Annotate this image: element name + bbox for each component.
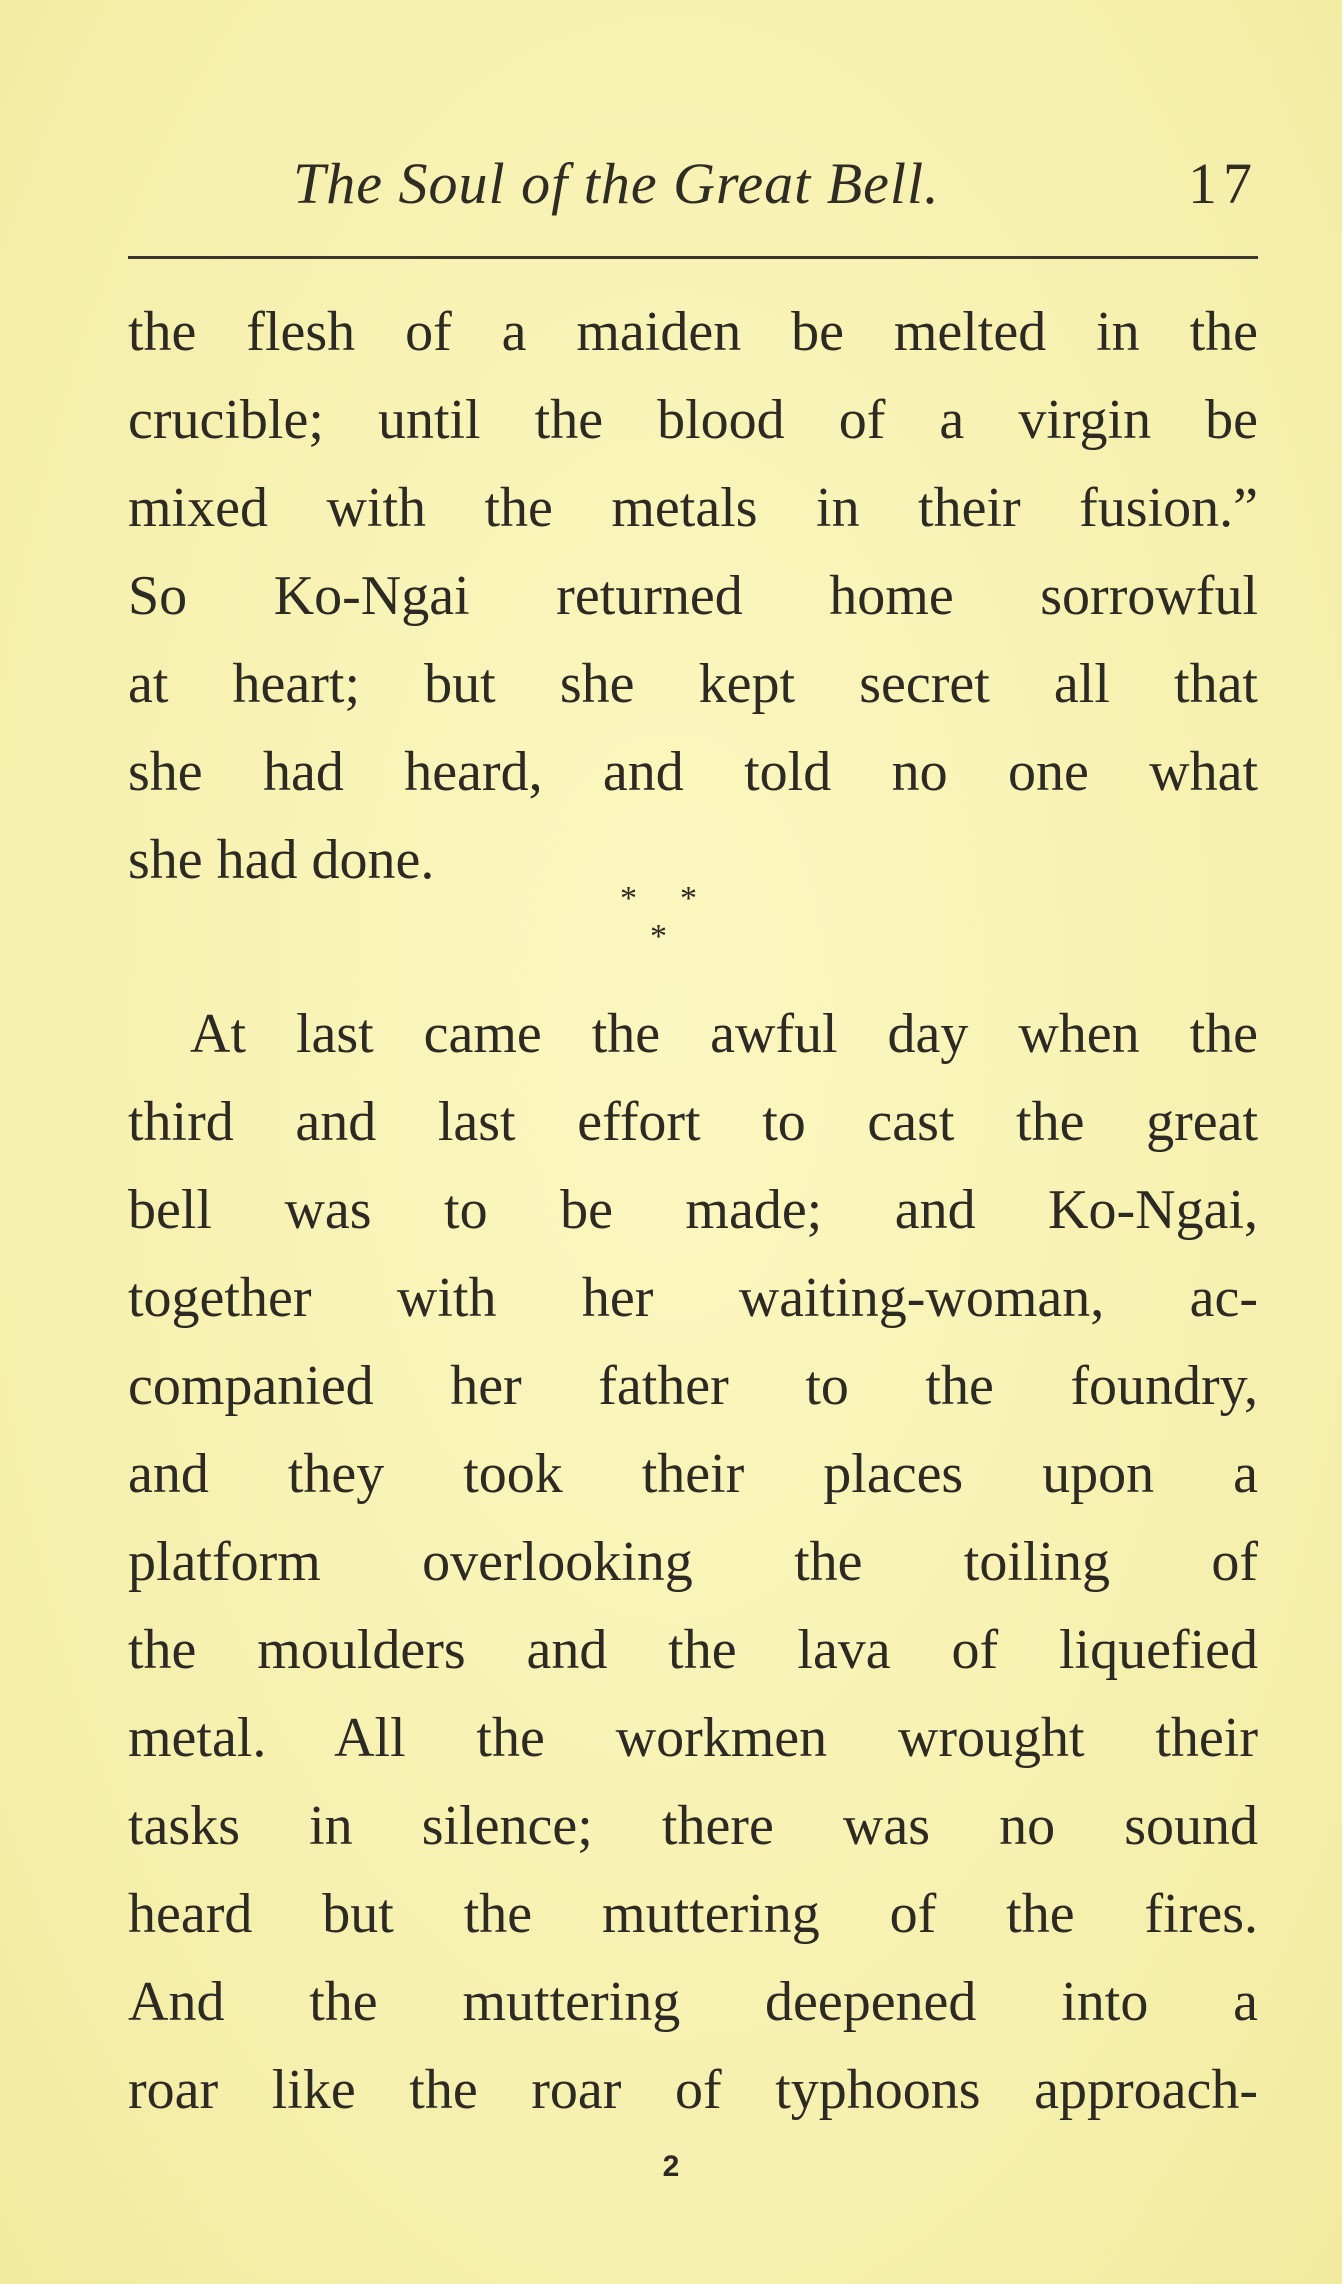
paragraph-2 [128, 990, 1258, 2134]
text-line: At last came the awful day when the [190, 1003, 1258, 1065]
signature-mark: 2 [662, 2150, 680, 2183]
asterism-star: * [650, 918, 667, 955]
text-line: the moulders and the lava of liquefied [128, 1619, 1258, 1681]
text-line: she had heard, and told no one what [128, 741, 1258, 803]
text-line: metal. All the workmen wrought their [128, 1707, 1258, 1769]
asterism-star: * [620, 880, 637, 917]
text-line: companied her father to the foundry, [128, 1355, 1258, 1417]
text-line: together with her waiting-woman, ac- [128, 1267, 1258, 1329]
text-line: tasks in silence; there was no sound [128, 1795, 1258, 1857]
text-line: platform overlooking the toiling of [128, 1531, 1258, 1593]
asterism-section-break [620, 882, 740, 982]
text-line: at heart; but she kept secret all that [128, 653, 1258, 715]
text-line: And the muttering deepened into a [128, 1971, 1258, 2033]
header-rule [128, 256, 1258, 259]
text-line: third and last effort to cast the great [128, 1091, 1258, 1153]
paragraph-1 [128, 288, 1258, 904]
text-line: mixed with the metals in their fusion.” [128, 477, 1258, 539]
text-line: and they took their places upon a [128, 1443, 1258, 1505]
text-line: bell was to be made; and Ko-Ngai, [128, 1179, 1258, 1241]
text-line: roar like the roar of typhoons approach- [128, 2059, 1258, 2121]
text-line: heard but the muttering of the fires. [128, 1883, 1258, 1945]
text-line: she had done. [128, 829, 435, 891]
page-number: 17 [1188, 151, 1258, 216]
running-head [128, 150, 1258, 230]
running-title: The Soul of the Great Bell. [293, 151, 940, 216]
asterism-star: * [680, 880, 697, 917]
text-line: crucible; until the blood of a virgin be [128, 389, 1258, 451]
text-line: So Ko-Ngai returned home sorrowful [128, 565, 1258, 627]
text-line: the flesh of a maiden be melted in the [128, 301, 1258, 363]
